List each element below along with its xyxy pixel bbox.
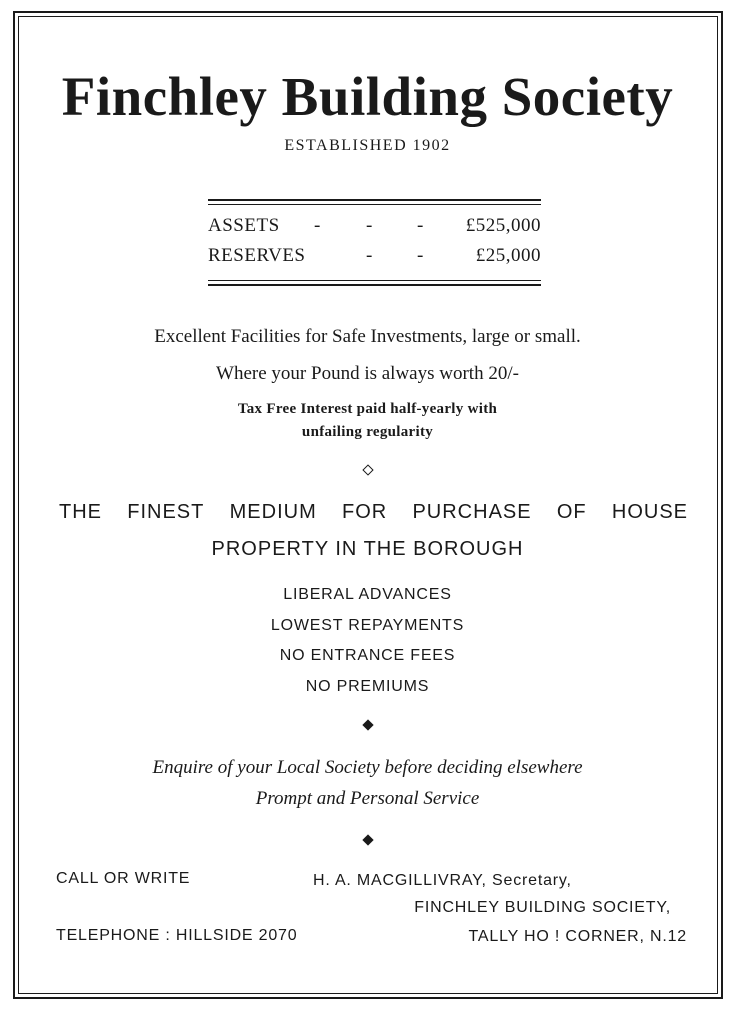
- tax-free-line-2: unfailing regularity: [301, 424, 434, 440]
- facilities-line: Excellent Facilities for Safe Investments, large or small.: [154, 326, 581, 347]
- headline-word: FINEST: [127, 501, 205, 523]
- reserves-value: £25,000: [475, 245, 541, 266]
- dash: -: [417, 245, 424, 266]
- top-rule-2: [208, 204, 541, 205]
- telephone-line: TELEPHONE : HILLSIDE 2070: [56, 927, 298, 944]
- headline-line-2: PROPERTY IN THE BOROUGH: [211, 538, 524, 560]
- enquire-line: Enquire of your Local Society before deciding elsewhere: [152, 757, 583, 778]
- top-rule-1: [208, 199, 541, 201]
- dash: -: [366, 245, 373, 266]
- bottom-rule-1: [208, 280, 541, 281]
- bottom-rule-2: [208, 284, 541, 286]
- headline-word: PURCHASE: [412, 501, 532, 523]
- headline-word: THE: [59, 501, 102, 523]
- pound-line: Where your Pound is always worth 20/-: [216, 363, 519, 384]
- assets-row: [208, 215, 541, 241]
- address-line: TALLY HO ! CORNER, N.12: [468, 928, 687, 945]
- headline-word: FOR: [341, 501, 388, 523]
- society-title: Finchley Building Society: [61, 66, 674, 127]
- benefits-list: [0, 582, 735, 704]
- assets-value: £525,000: [465, 215, 541, 236]
- headline-word: HOUSE: [611, 501, 688, 523]
- benefit-item: LOWEST REPAYMENTS: [270, 616, 465, 634]
- call-or-write: CALL OR WRITE: [56, 870, 191, 887]
- established-line: ESTABLISHED 1902: [284, 137, 451, 154]
- headline-line-1: [59, 500, 688, 524]
- dash: -: [417, 215, 424, 236]
- headline-word: MEDIUM: [229, 501, 317, 523]
- headline-word: OF: [556, 501, 587, 523]
- benefit-item: NO PREMIUMS: [305, 677, 430, 695]
- secretary-line: H. A. MACGILLIVRAY, Secretary,: [313, 872, 572, 889]
- reserves-label: RESERVES: [208, 245, 306, 266]
- tax-free-line-1: Tax Free Interest paid half-yearly with: [237, 401, 498, 417]
- prompt-service-line: Prompt and Personal Service: [255, 788, 480, 809]
- tax-free-notice: [0, 398, 735, 444]
- society-name-line: FINCHLEY BUILDING SOCIETY,: [414, 899, 671, 916]
- benefit-item: LIBERAL ADVANCES: [283, 586, 452, 603]
- benefit-item: NO ENTRANCE FEES: [279, 647, 456, 664]
- reserves-row: [208, 245, 541, 271]
- dash: -: [366, 215, 373, 236]
- dash: -: [314, 215, 321, 236]
- assets-label: ASSETS: [208, 215, 280, 236]
